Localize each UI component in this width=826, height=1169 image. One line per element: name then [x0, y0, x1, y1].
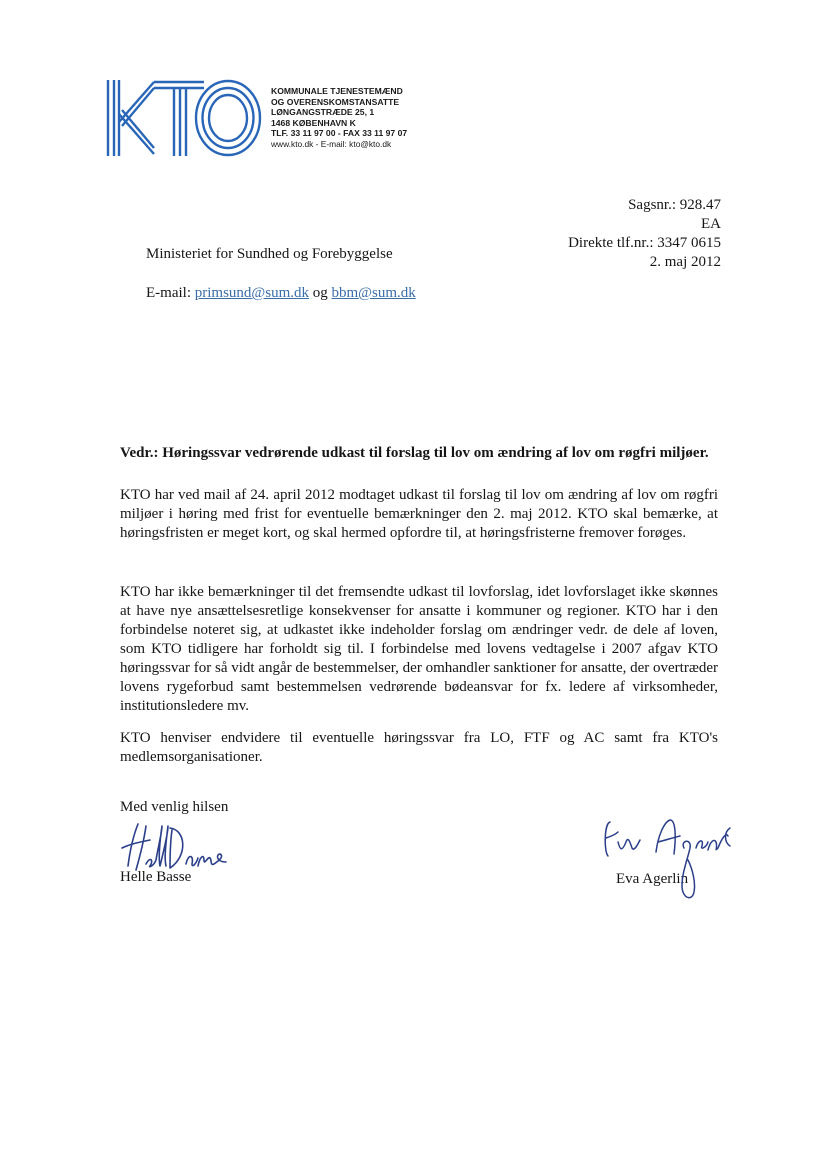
letter-date: 2. maj 2012: [649, 254, 721, 270]
recipient: Ministeriet for Sundhed og Forebyggelse: [146, 246, 393, 262]
organization-address: [271, 86, 407, 150]
initials: EA: [701, 216, 721, 232]
signature-eva-agerlin: [596, 812, 736, 910]
subject-line: Vedr.: Høringssvar vedrørende udkast til forslag til lov om ændring af lov om røgfri miljøer.: [120, 445, 709, 461]
email-label: E-mail:: [146, 285, 195, 301]
recipient-email: [146, 285, 416, 302]
case-number: Sagsnr.: 928.47: [628, 197, 721, 213]
org-line: TLF. 33 11 97 00 - FAX 33 11 97 07: [271, 128, 408, 139]
body-paragraph: KTO henviser endvidere til eventuelle høringssvar fra LO, FTF og AC samt fra KTO's medlemsorganisationer.: [120, 730, 718, 765]
org-line: 1468 KØBENHAVN K: [271, 117, 356, 128]
email-connector: og: [309, 285, 332, 301]
signature-helle-basse: [116, 820, 231, 876]
body-paragraph: KTO har ikke bemærkninger til det fremsendte udkast til lovforslag, idet lovforslaget ikke skønnes at have nye ansættelsesretlige konsekvenser for ansatte i kommuner og regioner. KTO har i den forbindelse noteret sig, at udkastet ikke indeholder forslag om ændringer vedr. de dele af loven, som KTO tidligere har forholdt sig til. I forbindelse med lovens vedtagelse i 2007 afgav KTO høringssvar for så vidt angår de bestemmelser, der omhandler sanktioner for ansatte, der overtræder lovens rygeforbud samt bestemmelsen vedrørende bødeansvar for fx. ledere af virksomheder, institutionsledere mv.: [120, 584, 718, 714]
org-web-email: www.kto.dk - E-mail: kto@kto.dk: [271, 138, 392, 149]
reference-block: [568, 196, 721, 272]
signatory-name: Helle Basse: [120, 869, 192, 885]
email-link-primsund[interactable]: primsund@sum.dk: [194, 285, 309, 301]
closing: Med venlig hilsen: [120, 799, 229, 815]
email-link-bbm[interactable]: bbm@sum.dk: [331, 285, 416, 301]
body-paragraph: KTO har ved mail af 24. april 2012 modtaget udkast til forslag til lov om ændring af lov om røgfri miljøer i høring med frist for eventuelle bemærkninger den 2. maj 2012. KTO skal bemærke, at høringsfristen er meget kort, og skal hermed opfordre til, at høringsfristerne fremover forøges.: [120, 487, 718, 541]
kto-logo: [104, 78, 264, 158]
org-line: LØNGANGSTRÆDE 25, 1: [271, 107, 375, 118]
direct-phone: Direkte tlf.nr.: 3347 0615: [568, 235, 721, 251]
signatory-name: Eva Agerlin: [616, 871, 689, 887]
org-line: OG OVERENSKOMSTANSATTE: [271, 96, 400, 107]
org-line: KOMMUNALE TJENESTEMÆND: [271, 86, 403, 96]
